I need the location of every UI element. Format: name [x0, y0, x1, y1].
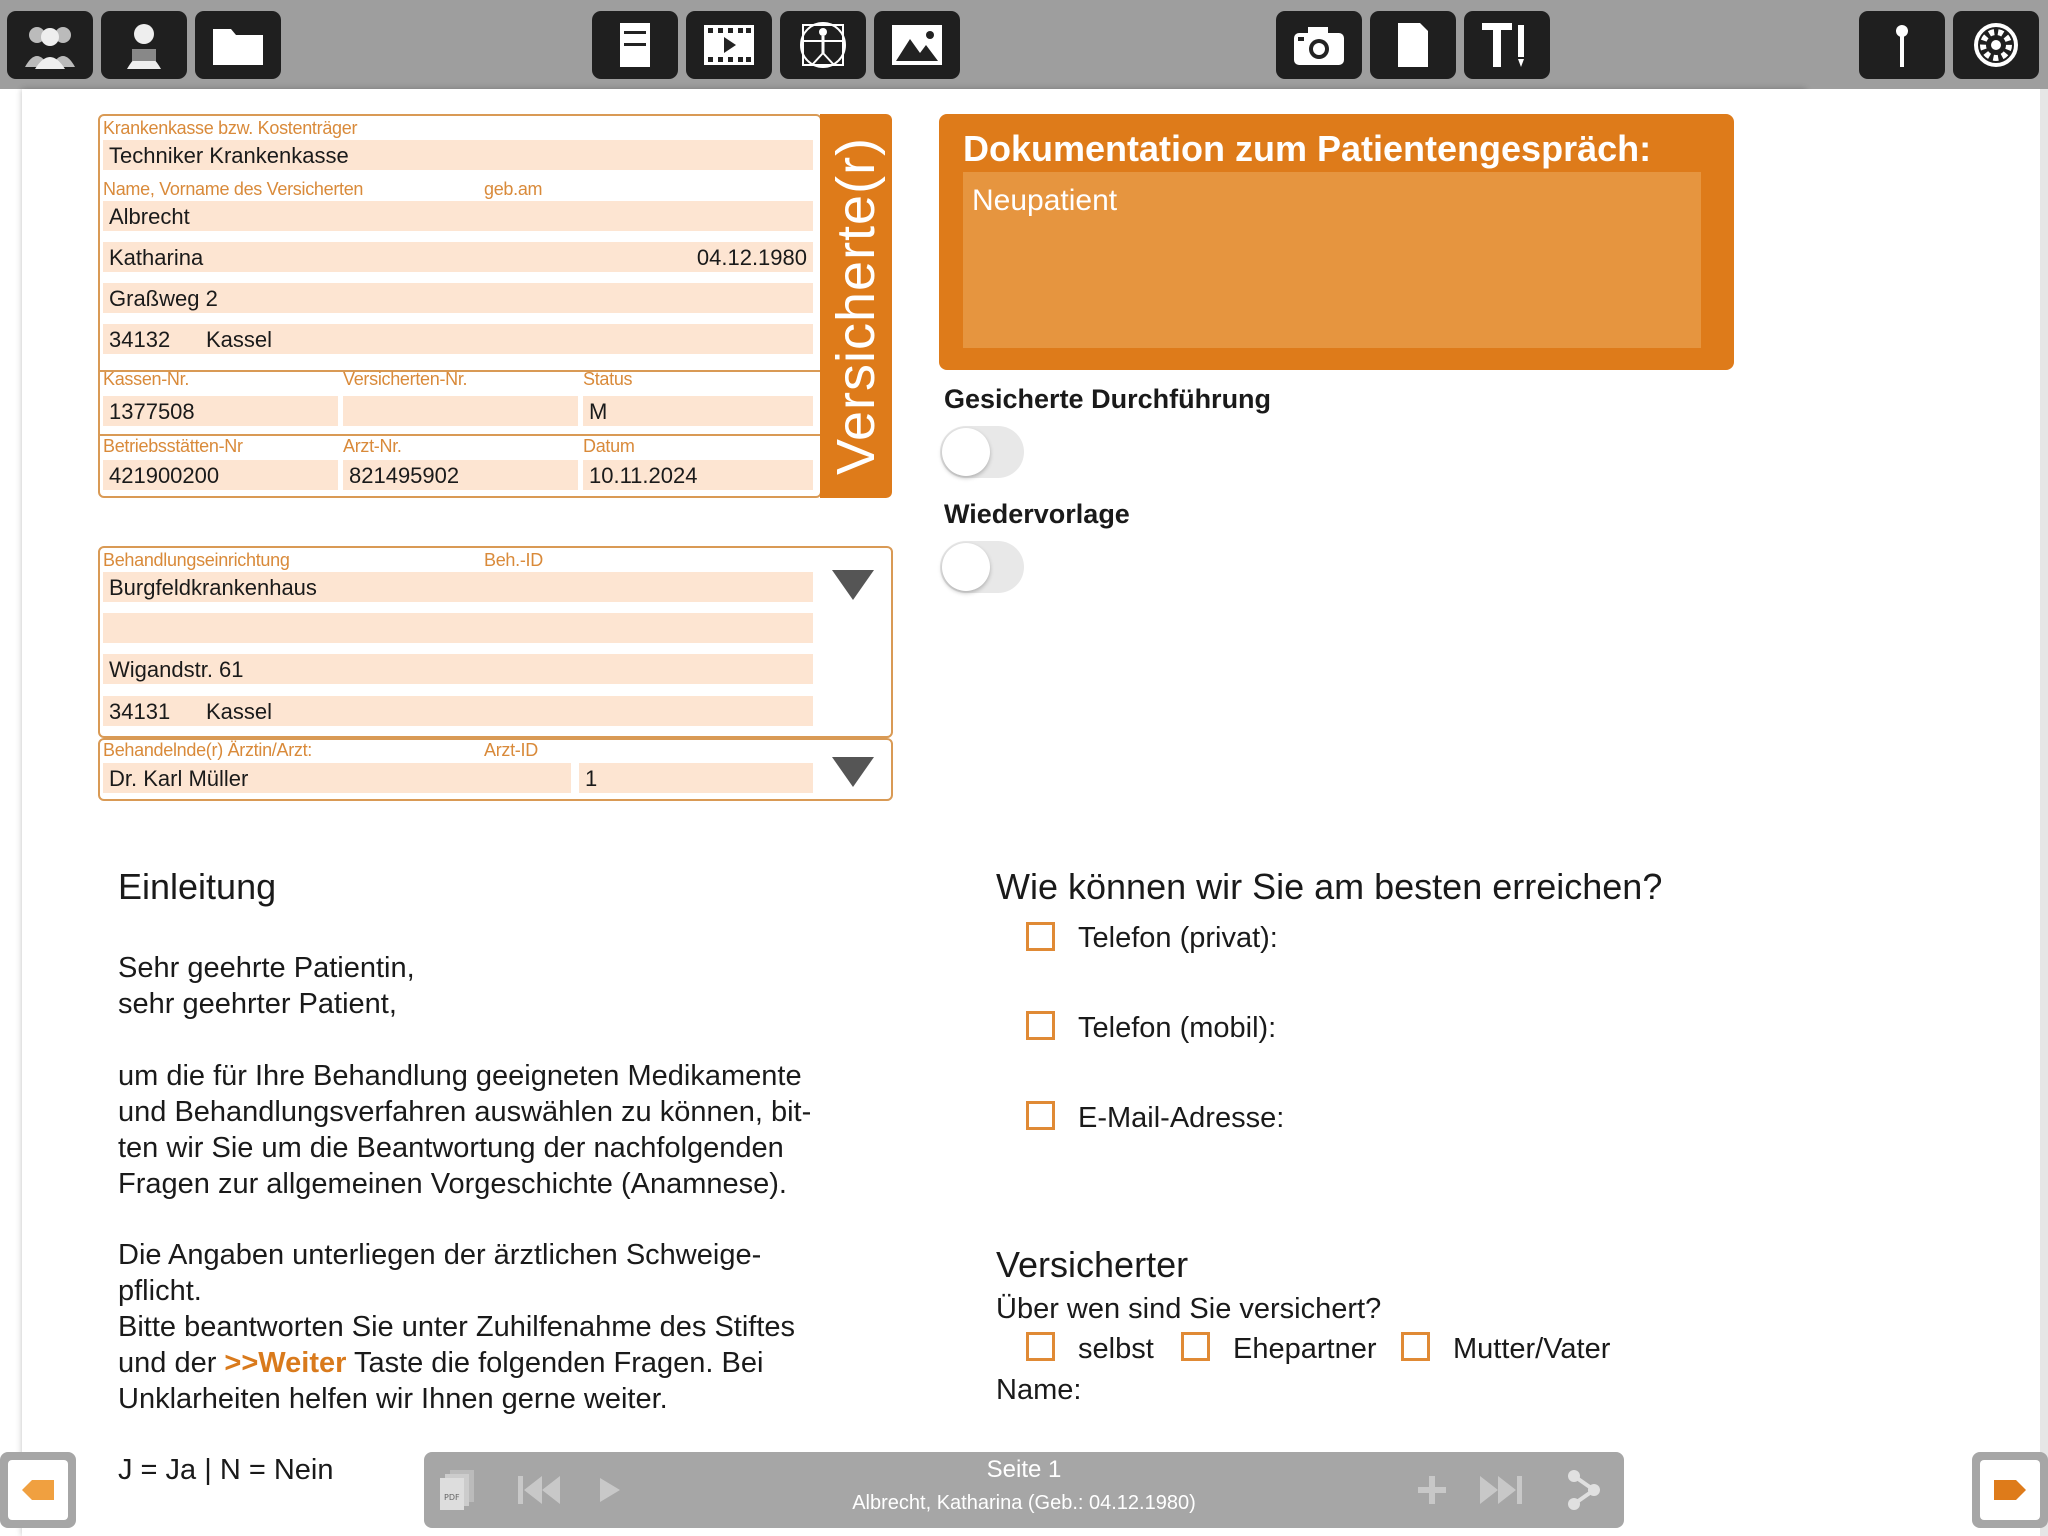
status-label: Status [583, 369, 633, 389]
facility-city-field[interactable]: Kassel [206, 699, 273, 724]
top-toolbar [0, 0, 2048, 89]
plus-icon [1414, 1468, 1450, 1512]
phone-private-label: Telefon (privat): [1078, 922, 1278, 954]
insured-tab-label: Versicherte(r) [826, 136, 886, 476]
patient-summary: Albrecht, Katharina (Geb.: 04.12.1980) [852, 1492, 1196, 1514]
text-insert-icon [1478, 19, 1536, 71]
patient-button[interactable] [101, 11, 187, 79]
document-icon [606, 19, 664, 71]
blank-page-icon [1384, 19, 1442, 71]
email-label: E-Mail-Adresse: [1078, 1102, 1285, 1134]
share-button[interactable] [1564, 1468, 1604, 1512]
image-icon [888, 19, 946, 71]
facility-street-field[interactable]: Wigandstr. 61 [103, 654, 813, 684]
patient-icon [115, 19, 173, 71]
next-page-tab[interactable] [1972, 1452, 2048, 1528]
spouse-checkbox[interactable] [1181, 1332, 1210, 1361]
status-field[interactable]: M [583, 396, 813, 426]
share-icon [1564, 1468, 1604, 1512]
weiter-link: >>Weiter [224, 1347, 347, 1379]
spouse-label: Ehepartner [1233, 1333, 1377, 1365]
tab-face [8, 1460, 68, 1520]
phone-mobile-checkbox[interactable] [1026, 1011, 1055, 1040]
insurer-label: Krankenkasse bzw. Kostenträger [103, 118, 358, 138]
arrow-left-icon [8, 1460, 68, 1520]
video-icon [700, 19, 758, 71]
followup-label: Wiedervorlage [944, 499, 1130, 529]
phone-mobile-label: Telefon (mobil): [1078, 1012, 1277, 1044]
intro-paragraph-3 [118, 1345, 763, 1381]
name-label: Name, Vorname des Versicherten [103, 179, 364, 199]
text-insert-button[interactable] [1464, 11, 1550, 79]
blank-page-button[interactable] [1370, 11, 1456, 79]
settings-gear-icon [1967, 19, 2025, 71]
folder-icon [209, 19, 267, 71]
video-button[interactable] [686, 11, 772, 79]
dob-field[interactable]: 04.12.1980 [696, 245, 807, 270]
intro-paragraph-1: um die für Ihre Behandlung geeigneten Medikamente und Behandlungsverfahren auswählen zu können, bit- ten wir Sie um die Beantwortung der nachfolgenden Fragen zur allgemeinen Vorgeschichte (Anamnese). [118, 1060, 812, 1200]
city-field[interactable]: Kassel [206, 327, 273, 352]
documentation-title: Dokumentation zum Patientengespräch: [963, 128, 1652, 169]
arrow-right-icon [1980, 1460, 2040, 1520]
followup-toggle[interactable] [940, 541, 1024, 593]
camera-button[interactable] [1276, 11, 1362, 79]
insured-heading: Versicherter [996, 1244, 1189, 1285]
secured-toggle[interactable] [940, 426, 1024, 478]
patients-group-icon [21, 19, 79, 71]
image-button[interactable] [874, 11, 960, 79]
documentation-box [939, 114, 1734, 370]
page-indicator: Seite 1 [986, 1456, 1062, 1483]
facility-name-field[interactable]: Burgfeldkrankenhaus [103, 572, 813, 602]
tab-face [1980, 1460, 2040, 1520]
versicherten-nr-field[interactable] [343, 396, 578, 426]
first-name-field[interactable]: Katharina [103, 242, 813, 272]
contact-heading: Wie können wir Sie am besten erreichen? [996, 866, 1663, 907]
insured-tab[interactable] [820, 114, 892, 498]
intro-greeting: Sehr geehrte Patientin, sehr geehrter Patient, [118, 952, 415, 1020]
betriebsstaetten-field[interactable]: 421900200 [103, 460, 338, 490]
betriebsstaetten-label: Betriebsstätten-Nr [103, 436, 243, 456]
doctor-label: Behandelnde(r) Ärztin/Arzt: [103, 740, 312, 760]
pin-button[interactable] [1859, 11, 1945, 79]
phone-private-checkbox[interactable] [1026, 922, 1055, 951]
street-field[interactable]: Graßweg 2 [103, 283, 813, 313]
kassen-nr-label: Kassen-Nr. [103, 369, 190, 389]
intro-heading: Einleitung [118, 866, 277, 907]
add-page-button[interactable] [1414, 1468, 1450, 1512]
yes-no-legend: J = Ja | N = Nein [118, 1454, 334, 1486]
kassen-nr-field[interactable]: 1377508 [103, 396, 338, 426]
doctor-field[interactable]: Dr. Karl Müller [103, 763, 571, 793]
parent-label: Mutter/Vater [1453, 1333, 1611, 1365]
self-label: selbst [1078, 1333, 1154, 1365]
doctor-id-field[interactable]: 1 [579, 763, 813, 793]
document-button[interactable] [592, 11, 678, 79]
facility-id-label: Beh.-ID [484, 550, 543, 570]
zip-field[interactable]: 34132 [103, 324, 813, 354]
datum-label: Datum [583, 436, 635, 456]
toggle-knob [942, 543, 990, 591]
arzt-nr-label: Arzt-Nr. [343, 436, 402, 456]
last-page-button[interactable] [1476, 1468, 1526, 1512]
camera-icon [1290, 19, 1348, 71]
facility-line2-field[interactable] [103, 613, 813, 643]
pin-icon [1873, 19, 1931, 71]
text: und der [118, 1347, 225, 1379]
intro-paragraph-2: Die Angaben unterliegen der ärztlichen Schweige- pflicht. Bitte beantworten Sie unter Zuhilfenahme des Stiftes [118, 1239, 796, 1343]
toggle-knob [942, 428, 990, 476]
arzt-nr-field[interactable]: 821495902 [343, 460, 578, 490]
settings-button[interactable] [1953, 11, 2039, 79]
facility-zip-field[interactable]: 34131 [103, 696, 813, 726]
bottom-navigation-bar [424, 1452, 1624, 1528]
insurer-field[interactable]: Techniker Krankenkasse [103, 140, 813, 170]
self-checkbox[interactable] [1026, 1332, 1055, 1361]
scrollbar[interactable] [2040, 89, 2048, 1536]
dob-label: geb.am [484, 179, 543, 199]
patients-group-button[interactable] [7, 11, 93, 79]
datum-field[interactable]: 10.11.2024 [583, 460, 813, 490]
versicherten-nr-label: Versicherten-Nr. [343, 369, 468, 389]
skip-to-end-icon [1476, 1468, 1526, 1512]
right-margin [1806, 89, 2048, 1536]
secured-label: Gesicherte Durchführung [944, 384, 1272, 414]
facility-label: Behandlungseinrichtung [103, 550, 290, 570]
insured-question: Über wen sind Sie versichert? [996, 1293, 1382, 1325]
documentation-textarea[interactable]: Neupatient [963, 172, 1701, 348]
name-label: Name: [996, 1374, 1082, 1406]
last-name-field[interactable]: Albrecht [103, 201, 813, 231]
facility-dropdown-arrow-icon[interactable] [832, 570, 874, 600]
intro-paragraph-4: Unklarheiten helfen wir Ihnen gerne weiter. [118, 1383, 668, 1415]
svg-text:PDF: PDF [444, 1493, 460, 1502]
doctor-id-label: Arzt-ID [484, 740, 538, 760]
doctor-dropdown-arrow-icon[interactable] [832, 757, 874, 787]
previous-page-tab[interactable] [0, 1452, 76, 1528]
text: Taste die folgenden Fragen. Bei [346, 1347, 764, 1379]
anatomy-figure-icon [794, 19, 852, 71]
anatomy-button[interactable] [780, 11, 866, 79]
parent-checkbox[interactable] [1401, 1332, 1430, 1361]
email-checkbox[interactable] [1026, 1101, 1055, 1130]
folder-button[interactable] [195, 11, 281, 79]
